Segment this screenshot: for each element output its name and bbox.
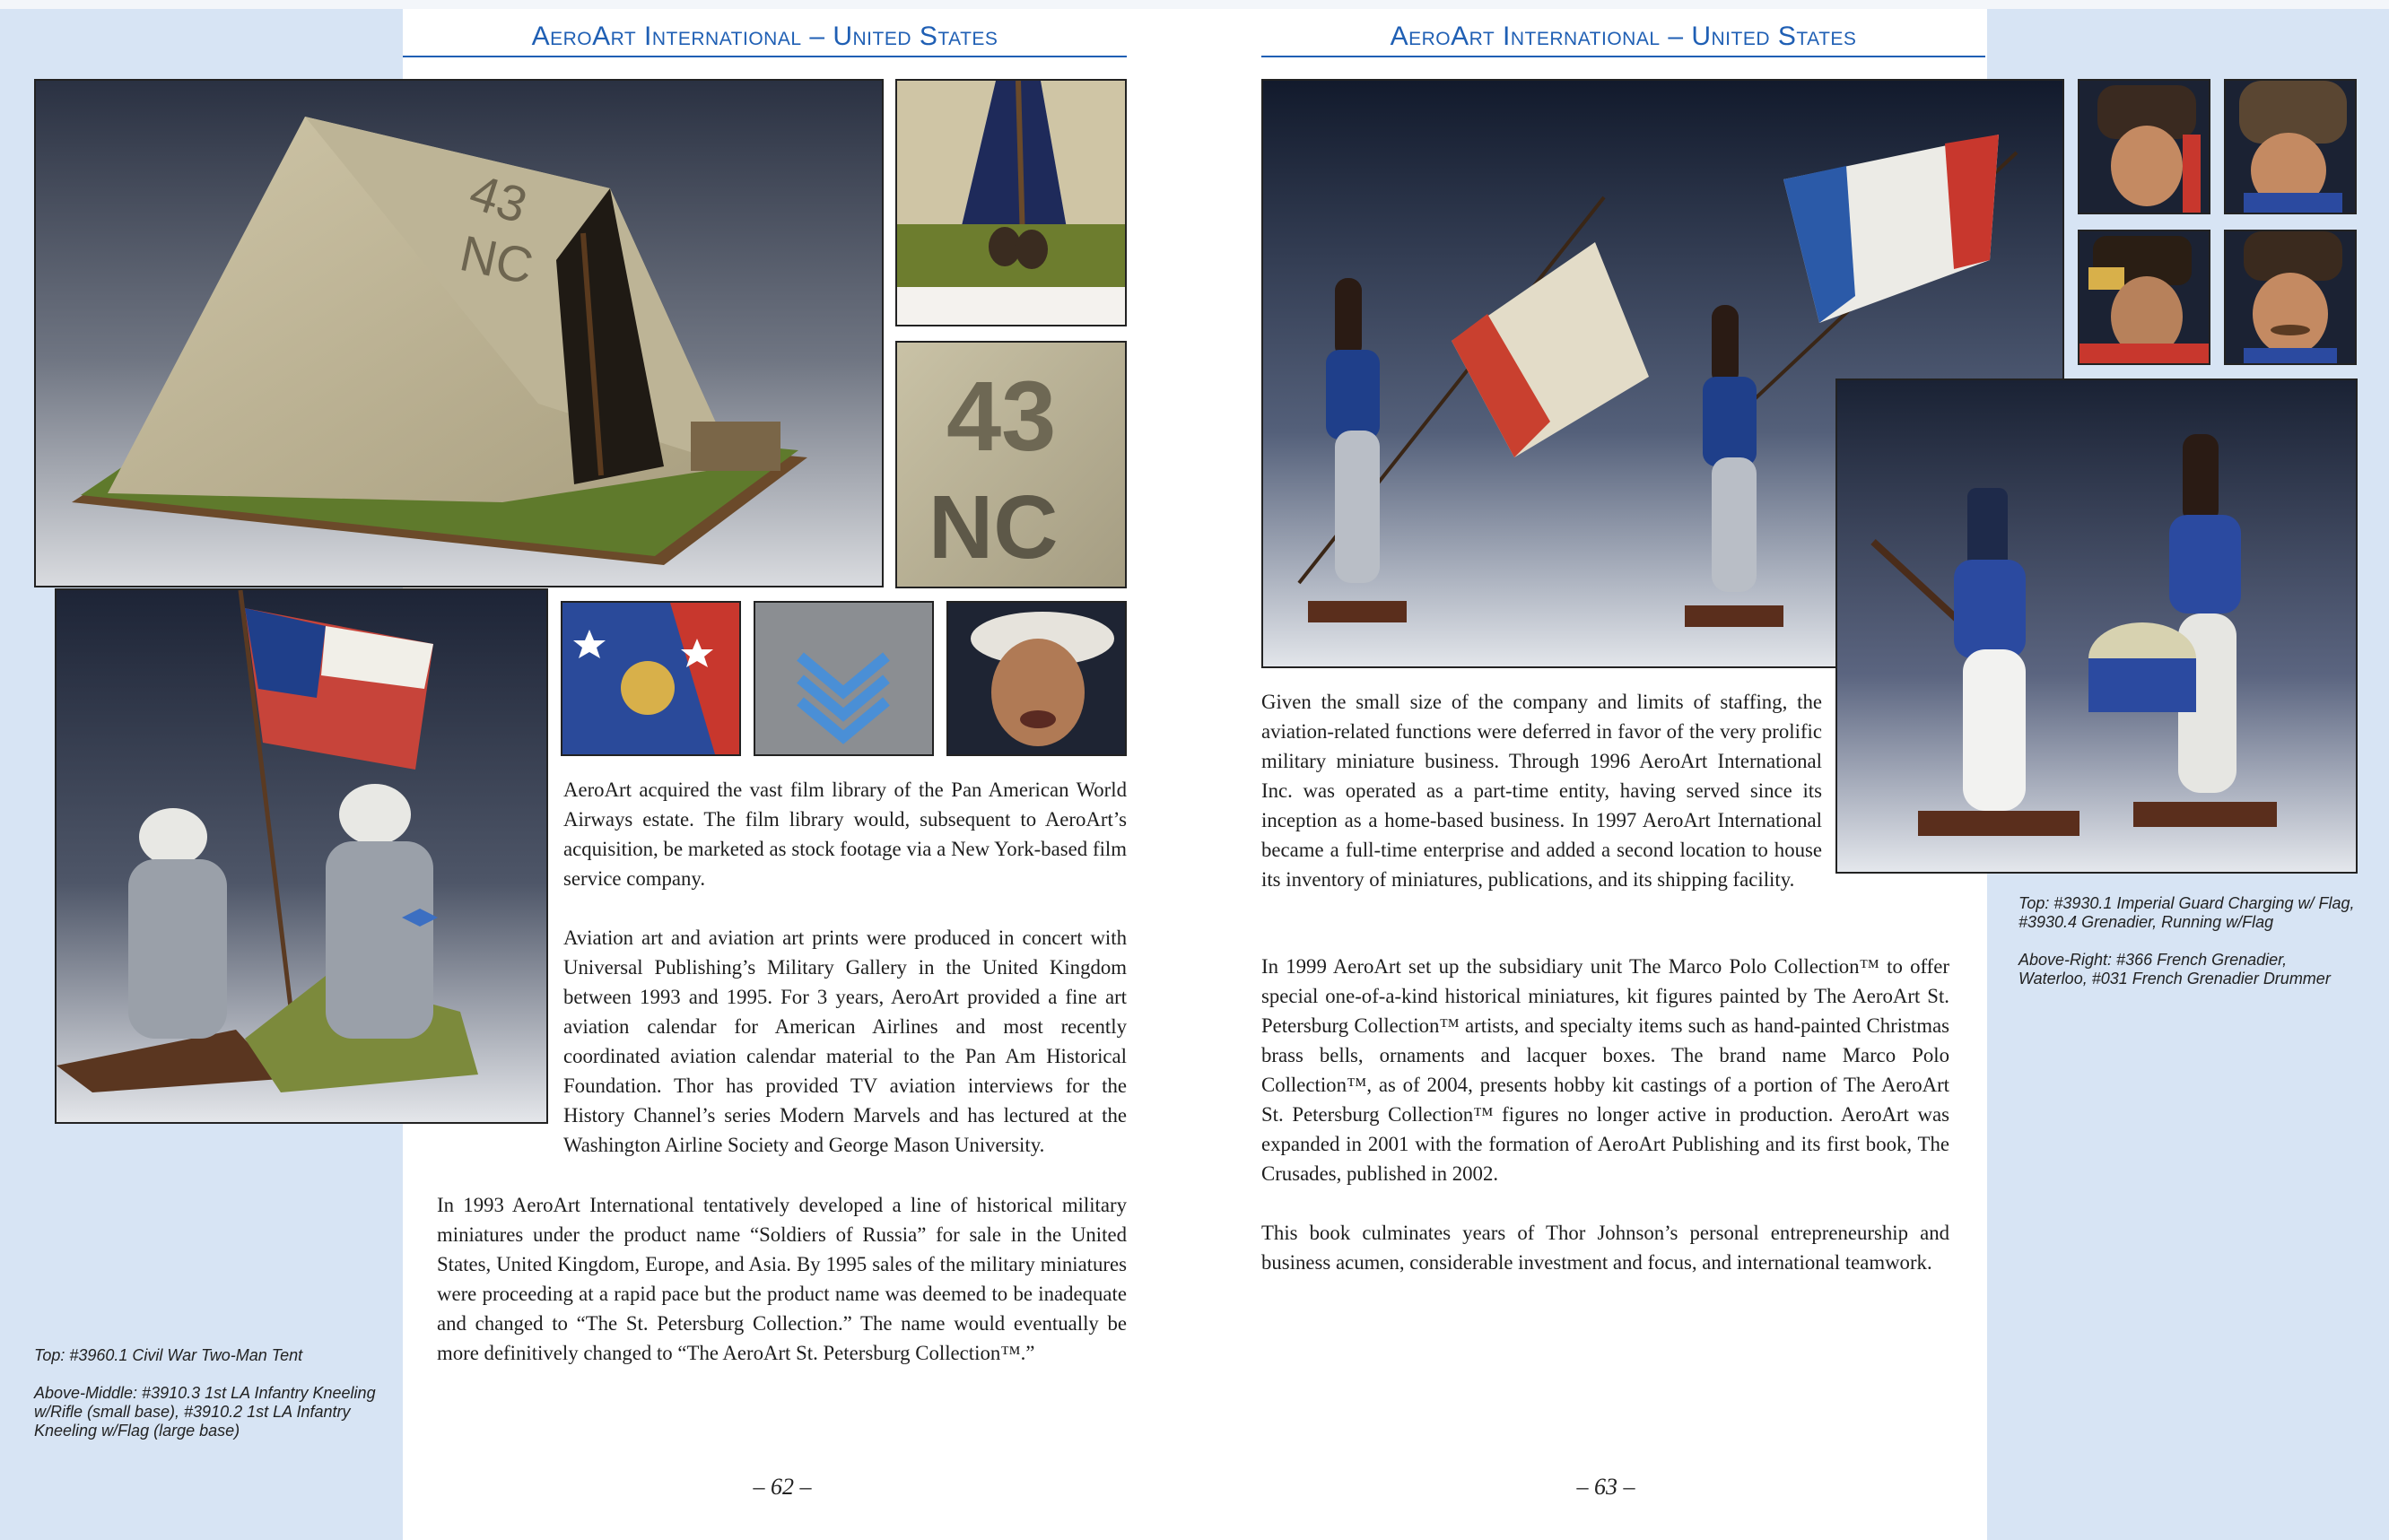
stencil-number-large: 43: [946, 361, 1057, 472]
left-running-header: AeroArt International – United States: [403, 22, 1127, 57]
paragraph-soldiers-of-russia: In 1993 AeroArt International tentatively developed a line of historical military miniatures under the product name “Soldiers of Russia” for sale in the United States, United Kingdom, Europe, and Asia. By 1995 sales of the military miniatures were proceeding at a rapid pace but the product name was deemed to be inadequate and changed to “The St. Petersburg Collection.” The name would eventually be more definitively changed to “The AeroArt St. Petersburg Collection™.”: [437, 1194, 1127, 1364]
caption-grenadier-drummer: Above-Right: #366 French Grenadier, Waterloo, #031 French Grenadier Drummer: [2018, 951, 2331, 988]
right-text-column-narrow: [1261, 687, 1822, 924]
right-captions: [2018, 894, 2359, 1007]
tent-stencil-letters: NC: [455, 224, 538, 295]
grenadier-head-closeup-4: [2224, 230, 2357, 365]
paragraph-staffing: Given the small size of the company and limits of staffing, the aviation-related functions were deferred in favor of the very prolific military miniature business. Through 1996 AeroArt International Inc. was operated as a part-time entity, having served since its inception as a home-based business. In 1997 AeroArt International became a full-time enterprise and added a second location to house its inventory of miniatures, publications, and its shipping facility.: [1261, 691, 1822, 891]
right-text-column-wide: [1261, 952, 1949, 1307]
left-captions: [34, 1346, 384, 1459]
tent-entrance-detail-photo: [895, 79, 1127, 326]
left-text-column-narrow: [563, 775, 1127, 1189]
left-page-number: – 62 –: [753, 1474, 812, 1500]
grenadier-head-closeup-2: [2224, 79, 2357, 214]
tent-stencil-detail-photo: [895, 341, 1127, 588]
sergeant-chevron-detail-photo: [754, 601, 934, 756]
grenadier-head-closeup-3: [2078, 230, 2210, 365]
tent-photo: [34, 79, 884, 587]
caption-tent: Top: #3960.1 Civil War Two-Man Tent: [34, 1346, 303, 1364]
kneeling-infantry-photo: [55, 588, 548, 1124]
paragraph-film-library: AeroArt acquired the vast film library of the Pan American World Airways estate. The film library would, subsequent to AeroArt’s acquisition, be marketed as stock footage via a New York-based film service company.: [563, 779, 1127, 890]
grenadier-and-drummer-photo: [1835, 378, 2358, 874]
caption-imperial-guard: Top: #3930.1 Imperial Guard Charging w/ Flag, #3930.4 Grenadier, Running w/Flag: [2018, 894, 2355, 931]
flag-pelican-detail-photo: [561, 601, 741, 756]
tent-stencil-number: 43: [463, 162, 535, 234]
page-top-margin: [0, 0, 2389, 9]
caption-kneeling-infantry: Above-Middle: #3910.3 1st LA Infantry Kneeling w/Rifle (small base), #3910.2 1st LA Infantry Kneeling w/Flag (large base): [34, 1384, 376, 1440]
right-page-number: – 63 –: [1576, 1474, 1635, 1500]
grenadier-head-closeup-1: [2078, 79, 2210, 214]
soldier-face-detail-photo: [946, 601, 1127, 756]
paragraph-culmination: This book culminates years of Thor Johnson’s personal entrepreneurship and business acumen, considerable investment and focus, and international teamwork.: [1261, 1222, 1949, 1274]
paragraph-marco-polo: In 1999 AeroArt set up the subsidiary unit The Marco Polo Collection™ to offer special one-of-a-kind historical miniatures, kit figures painted by The AeroArt St. Petersburg Collection™ artists, and specialty items such as hand-painted Christmas brass bells, ornaments and lacquer boxes. The brand name Marco Polo Collection™, as of 2004, presents hobby kit castings of a portion of The AeroArt St. Petersburg Collection™ figures no longer active in production. AeroArt was expanded in 2001 with the formation of AeroArt Publishing and its first book, The Crusades, published in 2002.: [1261, 955, 1949, 1185]
left-text-column-wide: [437, 1190, 1127, 1397]
stencil-letters-large: NC: [929, 477, 1059, 578]
paragraph-aviation-art: Aviation art and aviation art prints were produced in concert with Universal Publishing’s Military Gallery in the United Kingdom between 1993 and 1995. For 3 years, AeroArt provided a fine art aviation calendar for American Airlines and most recently coordinated aviation calendar material to the Pan Am Historical Foundation. Thor has provided TV aviation interviews for the History Channel’s series Modern Marvels and has lectured at the Washington Airline Society and George Mason University.: [563, 927, 1127, 1156]
right-running-header: AeroArt International – United States: [1261, 22, 1985, 57]
